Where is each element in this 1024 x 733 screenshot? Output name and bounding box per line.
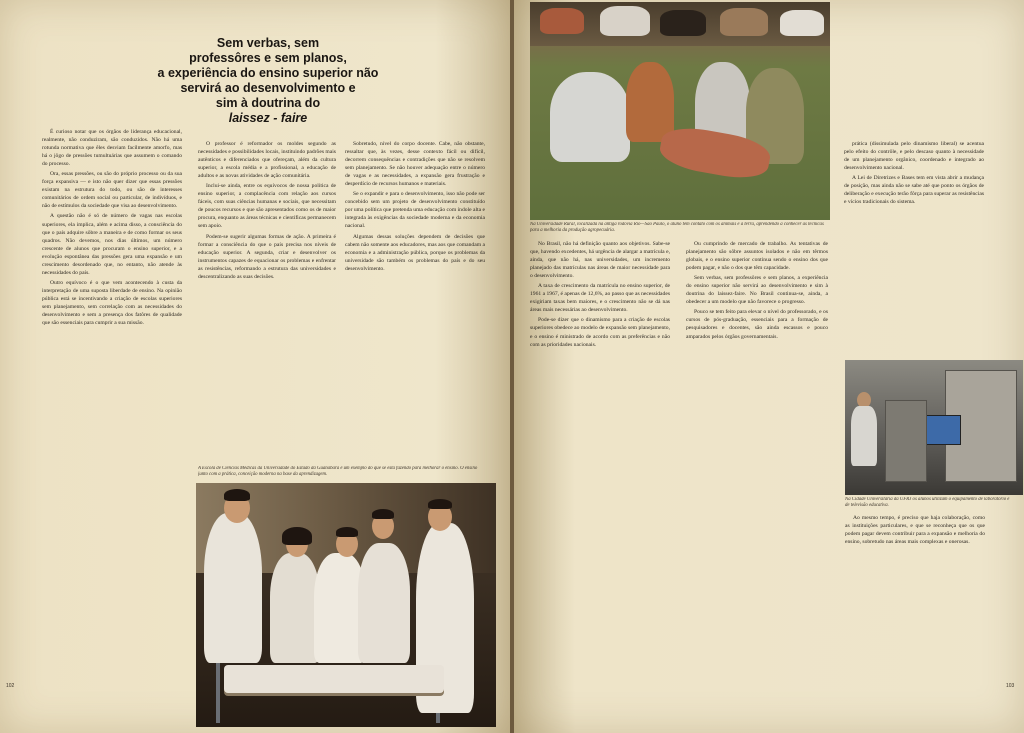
photo-caption-top: Na Universidade Rural, localizada na antiga rodovia Rio—São Paulo, o aluno tem contato com os animais e a terra, aprendendo a conhecer as técnicas para a melhoria da produção agropecuária. bbox=[530, 222, 824, 234]
text-column-3 bbox=[345, 140, 485, 465]
page-number: 102 bbox=[6, 683, 15, 689]
paragraph: Algumas dessas soluções dependem de decisões que cabem não somente aos educadores, mas aos que comandam a economia e a administração pública, porque os problemas da universidade são também os problemas do país e do seu desenvolvimento. bbox=[345, 233, 485, 272]
photo-caption: A Escola de Ciências Médicas da Universidade do Estado da Guanabara é um exemplo do que se está fazendo para melhorar o ensino. O ensino junto com a prática, conceição moderna na base da aprendizagem. bbox=[198, 466, 478, 478]
headline-line: professôres e sem planos, bbox=[189, 51, 347, 65]
paragraph: Pode-se dizer que o dinamismo para a criação de escolas superiores obedece ao modelo de expansão sem planejamento, e o ensino é ministrado de acordo com as preferências e não com as prioridades nacionais. bbox=[530, 317, 670, 348]
text-column-2 bbox=[686, 240, 828, 660]
paragraph: Podem-se sugerir algumas formas de ação. A primeira é formar a consciência do que o país precisa nos níveis de educação superior. A segunda, criar e desenvolver os instrumentos capazes de equacionar os problemas e enfrentar as resistências, reformando a estrutura das universidades e descentralizando as suas decisões. bbox=[198, 233, 336, 280]
paragraph: Sobretudo, nível do corpo docente. Cabe, não obstante, ressaltar que, às vezes, desse contexto fácil ou difícil, decorrem consequências e contradições que não se resolvem sem planejamento. Se não houver adequação entre o número de vagas e as necessidades, a expansão gera frustração e desperdício de recursos humanos e materiais. bbox=[345, 141, 485, 188]
paragraph: Inclui-se ainda, entre os equívocos de nossa política de ensino superior, a complacência com relação aos cursos fáceis, com suas ciências humanas e sociais, que necessitam de poucos recursos e que são apresentados como os de maior procura, enquanto as áreas técnicas e científicas permanecem sem apoio. bbox=[198, 183, 336, 230]
paragraph: O professor é reformador os moldes segundo as necessidades e possibilidades locais, instituindo padrões mais autênticos e diferenciados que ofereçam, além da cultura superior, a escola média e a profissional, a educação de adultos e as novas atividades de ação comunitária. bbox=[198, 141, 336, 180]
text-column-1 bbox=[530, 240, 670, 660]
paragraph: É curioso notar que os órgãos de liderança educacional, realmente, não conduziram, são conduzidos. Não há uma rotunda normativa que êles desviam facilmente amorfo, mas há o jôgo de pressões tumultuárias que assumem o comando do processo. bbox=[42, 129, 182, 168]
paragraph: Outro equívoco é o que vem acontecendo à custa da interpretação de uma suposta liberdade de ensino. Na opinião pública está se incentivando a criação de escolas superiores sem planejamento, sem correlação com as necessidades do desenvolvimento e sem a presença dos fatôres de qualidade que são essenciais para cumprir a sua missão. bbox=[42, 279, 182, 327]
paragraph: A questão não é só de número de vagas nas escolas superiores, ela implica, além e acima disso, a consciência do que o país adquire sôbre a maneira e de como formar os seus quadros. Não devemos, nos dias últimos, um número crescente de alunos que procuram o ensino superior, e a evolução espontânea das pressões gera uma expansão e um crescimento desordenado que, no entanto, não atende às necessidades do país. bbox=[42, 213, 182, 276]
lab-equipment-photo bbox=[845, 360, 1023, 495]
text-column-2 bbox=[198, 140, 336, 465]
headline-line: laissez - faire bbox=[228, 111, 308, 125]
paragraph: Ora, essas pressões, ou são do próprio processo ou da sua força expansiva — e isto não quer dizer que essas pressões existam na estrutura do todo, ou são de interesses comunitários de ordem social ou particular, de indivíduos, e não de estímulos da sociedade que visa ao desenvolvimento. bbox=[42, 171, 182, 210]
paragraph: Ou cumprindo de mercado de trabalho. As tentativas de planejamento são sôbre assuntos isolados e não em têrmos globais, e o ensino superior continua sendo o ensino dos que podem pagar, e não o dos que têm capacidade. bbox=[686, 241, 828, 272]
text-column-1 bbox=[42, 128, 182, 658]
right-page bbox=[514, 0, 1024, 733]
paragraph: prática (dissimulada pelo dinamismo liberal) se acentua pelo efeito do contrôle, e pelo descaso quanto à necessidade de um planejamento orgânico, coordenado e integrado ao desenvolvimento nacional. bbox=[844, 141, 984, 172]
page-number: 103 bbox=[1006, 683, 1015, 689]
headline-line: a experiência do ensino superior não bbox=[157, 66, 379, 80]
text-column-3 bbox=[844, 140, 984, 352]
headline-line: sim à doutrina do bbox=[215, 96, 321, 110]
headline-line: servirá ao desenvolvimento e bbox=[180, 81, 356, 95]
text-column-3b bbox=[845, 514, 985, 664]
paragraph: Se o expandir e para o desenvolvimento, isso não pode ser concebido sem um projeto de desenvolvimento constituído por uma política que pretenda uma educação com índole alta e integrada às exigências da sociedade moderna e da economia nacional. bbox=[345, 191, 485, 230]
photo-caption-lab: Na Cidade Universitária da UFRJ os alunos utilizam o equipamento de laboratório e de televisão educativa. bbox=[845, 497, 1010, 509]
paragraph: Ao mesmo tempo, é preciso que haja colaboração, como as instituições particulares, e que se reconheça que os que podem pagar devem contribuir para a expansão e melhoria do ensino, sobretudo nas áreas mais complexas e onerosas. bbox=[845, 515, 985, 546]
paragraph: A Lei de Diretrizes e Bases tem em vista abrir a mudança de posição, mas ainda não se sabe até que ponto os órgãos de deliberação e execução terão fôrça para superar as resistências e vícios tradicionais do sistema. bbox=[844, 175, 984, 206]
article-headline bbox=[118, 36, 418, 126]
students-lab-photo bbox=[196, 483, 496, 727]
paragraph: Sem verbas, sem professôres e sem planos, a experiência do ensino superior não servirá ao desenvolvimento e sim à doutrina do laissez-faire. No Brasil continua-se, ainda, a obedecer a um modelo que não favorece o progresso. bbox=[686, 275, 828, 306]
headline-line: Sem verbas, sem bbox=[216, 36, 320, 50]
cattle-field-photo bbox=[530, 2, 830, 220]
paragraph: No Brasil, não há definição quanto aos objetivos. Sabe-se que, havendo excedentes, há urgência de alargar a matrícula e, ainda, que não há, nas universidades, um incremento planejado das matrículas nas áreas de maior necessidade para o desenvolvimento. bbox=[530, 241, 670, 280]
paragraph: Pouco se tem feito para elevar o nível do professorado, e os cursos de pós-graduação, essenciais para a formação de pesquisadores e docentes, são ainda escassos e pouco amparados pelos órgãos governamentais. bbox=[686, 309, 828, 340]
paragraph: A taxa de crescimento da matrícula no ensino superior, de 1961 a 1967, é apenas de 12,6%, ao passo que as necessidades exigiriam taxas bem maiores, e o crescimento não se dá nas áreas mais necessárias ao desenvolvimento. bbox=[530, 283, 670, 314]
